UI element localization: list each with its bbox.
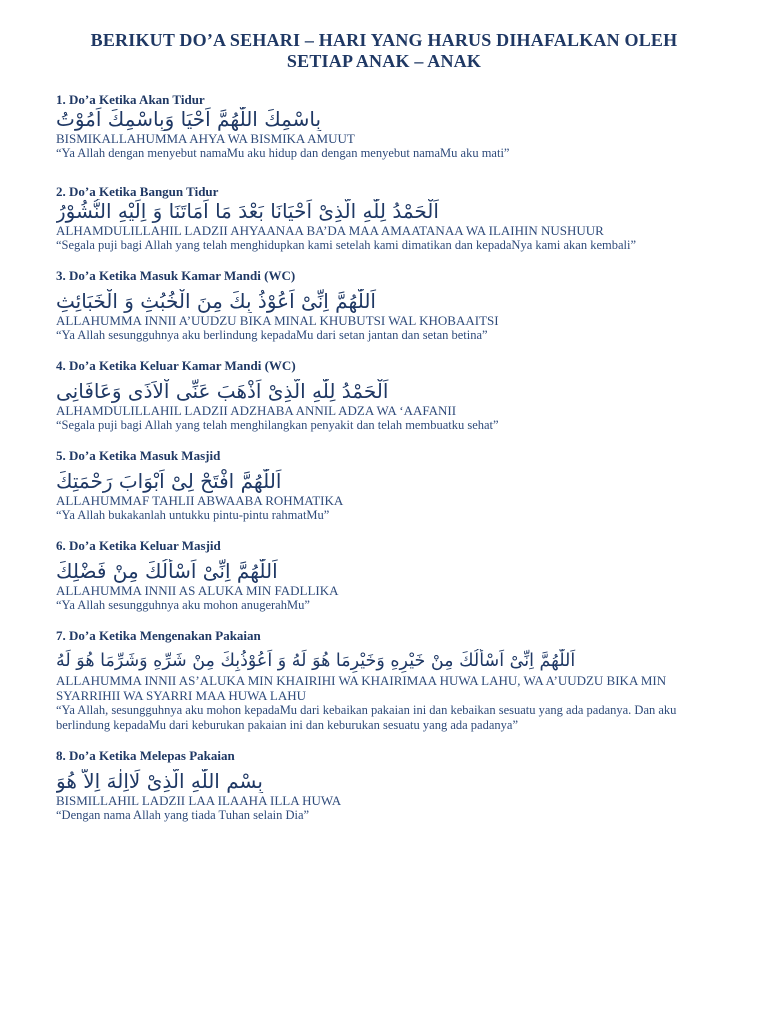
doa-meaning: “Segala puji bagi Allah yang telah menghidupkan kami setelah kami dimatikan dan kepadaNya kami akan kembali” xyxy=(56,238,637,252)
doa-section-5 xyxy=(56,448,712,523)
doa-arabic-text: بِاسْمِكَ اللّٰهُمَّ اَحْيَا وَبِاسْمِكَ اَمُوْتُ xyxy=(56,107,322,131)
doa-meaning: “Ya Allah, sesungguhnya aku mohon kepadaMu dari kebaikan pakaian ini dan kebaikan sesuatu yang ada padanya. Dan aku berlindung kepadaMu dari keburukan pakaian ini dan keburukan sesuatu yang ada padanya” xyxy=(56,703,677,732)
doa-section-7 xyxy=(56,628,712,733)
doa-transliteration: ALHAMDULILLAHIL LADZII ADZHABA ANNIL ADZA WA ‘AAFANII xyxy=(56,403,457,418)
doa-section-4 xyxy=(56,358,712,433)
doa-meaning: “Ya Allah dengan menyebut namaMu aku hidup dan dengan menyebut namaMu aku mati” xyxy=(56,146,510,160)
doa-arabic-text: اَللّٰهُمَّ اِنِّىْ اَسْأَلُكَ مِنْ فَضْلِكَ xyxy=(56,559,278,583)
doa-heading: 3. Do’a Ketika Masuk Kamar Mandi (WC) xyxy=(56,268,296,283)
doa-meaning: “Ya Allah bukakanlah untukku pintu-pintu rahmatMu” xyxy=(56,508,330,522)
doa-transliteration: ALLAHUMMAF TAHLII ABWAABA ROHMATIKA xyxy=(56,493,344,508)
doa-section-2 xyxy=(56,184,712,253)
doa-heading: 8. Do’a Ketika Melepas Pakaian xyxy=(56,748,235,763)
doa-arabic-text: اَللّٰهُمَّ اِنِّىْ اَعُوْذُ بِكَ مِنَ الْخُبُثِ وَ الْخَبَائِثِ xyxy=(56,289,376,313)
doa-arabic-text: اَللّٰهُمَّ اِنِّىْ اَسْأَلُكَ مِنْ خَيْرِهِ وَخَيْرِمَا هُوَ لَهُ وَ اَعُوْذُبِكَ مِنْ شَرِّهِ وَشَرِّمَا هُوَ لَهُ xyxy=(56,651,576,671)
doa-meaning: “Ya Allah sesungguhnya aku berlindung kepadaMu dari setan jantan dan setan betina” xyxy=(56,328,488,342)
doa-meaning: “Ya Allah sesungguhnya aku mohon anugerahMu” xyxy=(56,598,310,612)
doa-heading: 4. Do’a Ketika Keluar Kamar Mandi (WC) xyxy=(56,358,296,373)
doa-arabic-text: اَللّٰهُمَّ افْتَحْ لِىْ اَبْوَابَ رَحْمَتِكَ xyxy=(56,469,282,493)
doa-transliteration: BISMIKALLAHUMMA AHYA WA BISMIKA AMUUT xyxy=(56,131,355,146)
doa-arabic-text: اَلْحَمْدُ لِلّٰهِ الَّذِىْ اَذْهَبَ عَنِّى اْلاَذَى وَعَافَانِى xyxy=(56,379,389,403)
doa-heading: 6. Do’a Ketika Keluar Masjid xyxy=(56,538,221,553)
doa-heading: 1. Do’a Ketika Akan Tidur xyxy=(56,92,205,107)
doa-meaning: “Dengan nama Allah yang tiada Tuhan selain Dia” xyxy=(56,808,310,822)
doa-arabic-text: اَلْحَمْدُ لِلّٰهِ الَّذِىْ اَحْيَانَا بَعْدَ مَا اَمَاتَنَا وَ اِلَيْهِ النُّشُوْرُ xyxy=(56,199,439,223)
doa-section-8 xyxy=(56,748,712,823)
doa-transliteration: ALLAHUMMA INNII AS ALUKA MIN FADLLIKA xyxy=(56,583,339,598)
doa-transliteration: ALHAMDULILLAHIL LADZII AHYAANAA BA’DA MAA AMAATANAA WA ILAIHIN NUSHUUR xyxy=(56,223,604,238)
doa-heading: 7. Do’a Ketika Mengenakan Pakaian xyxy=(56,628,261,643)
doa-heading: 5. Do’a Ketika Masuk Masjid xyxy=(56,448,221,463)
doa-arabic-text: بِسْمِ اللّٰهِ الَّذِىْ لَااِلٰهَ اِلاَّ هُوَ xyxy=(56,769,263,793)
doa-meaning: “Segala puji bagi Allah yang telah menghilangkan penyakit dan telah membuatku sehat” xyxy=(56,418,499,432)
doa-section-1 xyxy=(56,92,712,161)
doa-heading: 2. Do’a Ketika Bangun Tidur xyxy=(56,184,219,199)
doa-transliteration: BISMILLAHIL LADZII LAA ILAAHA ILLA HUWA xyxy=(56,793,342,808)
doa-section-6 xyxy=(56,538,712,613)
document-title: BERIKUT DO’A SEHARI – HARI YANG HARUS DIHAFALKAN OLEH SETIAP ANAK – ANAK xyxy=(90,30,678,71)
doa-section-3 xyxy=(56,268,712,343)
doa-transliteration: ALLAHUMMA INNII AS’ALUKA MIN KHAIRIHI WA KHAIRIMAA HUWA LAHU, WA A’UUDZU BIKA MIN SYARRIHII WA SYARRI MAA HUWA LAHU xyxy=(56,673,667,703)
doa-transliteration: ALLAHUMMA INNII A’UUDZU BIKA MINAL KHUBUTSI WAL KHOBAAITSI xyxy=(56,313,499,328)
